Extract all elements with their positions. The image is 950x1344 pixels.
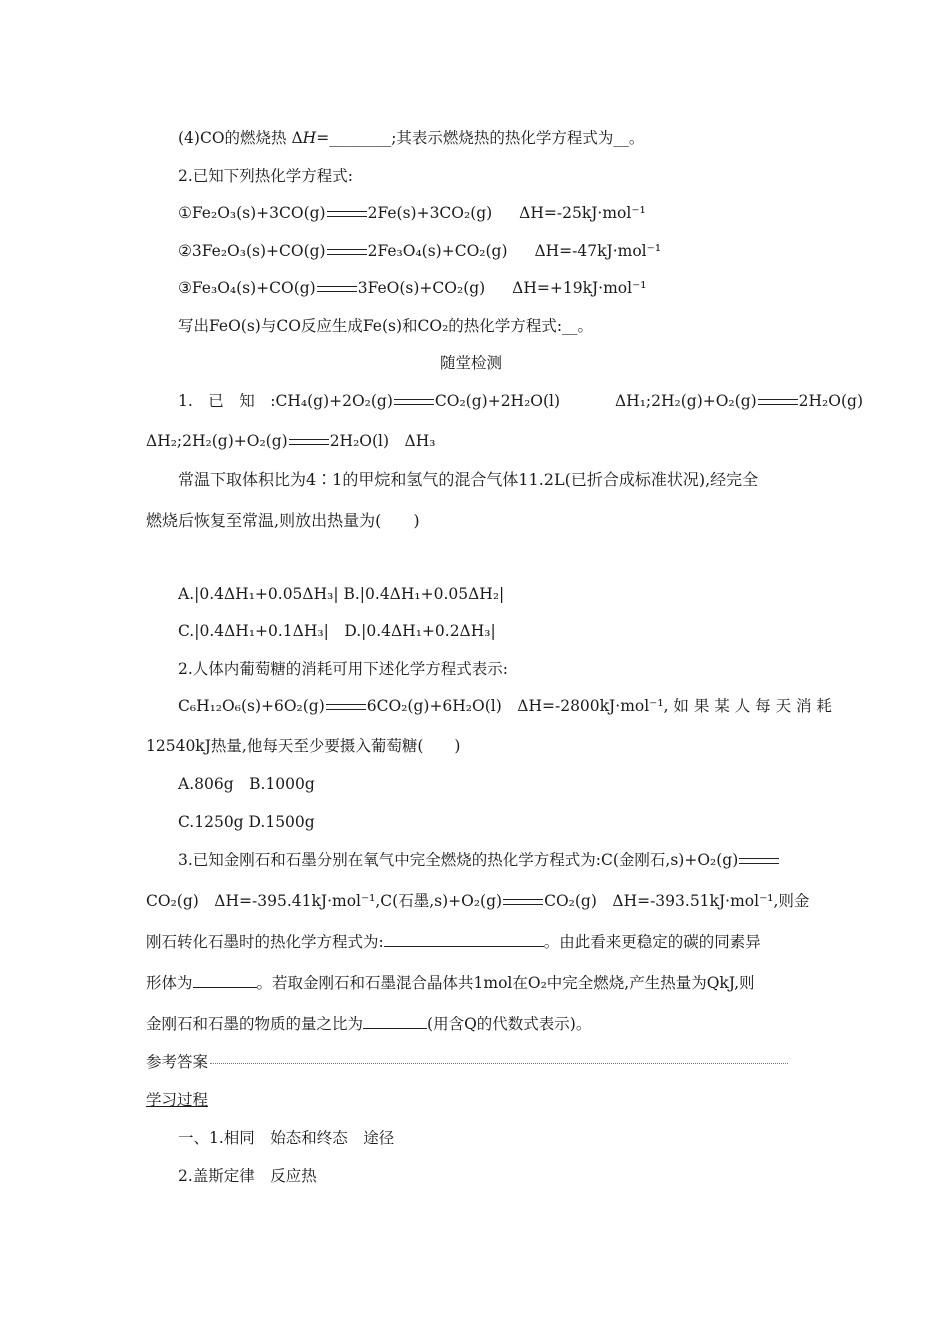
t1-stem2: 燃烧后恢复至常温,则放出热量为( ) xyxy=(146,511,420,530)
t2-line2: 12540kJ热量,他每天至少要摄入葡萄糖( ) xyxy=(146,737,461,755)
t3-l3b: 。由此看来更稳定的碳的同素异 xyxy=(543,933,761,951)
q4-suffix: ;其表示燃烧热的热化学方程式为 xyxy=(391,129,614,147)
t1-opt-ab: A.|0.4ΔH₁+0.05ΔH₃| B.|0.4ΔH₁+0.05ΔH₂| xyxy=(178,585,505,603)
t3-l5b: (用含Q的代数式表示)。 xyxy=(427,1015,592,1033)
t3-blank1 xyxy=(384,932,544,947)
eq3-rhs: 3FeO(s)+CO₂(g) xyxy=(357,279,486,297)
equation-2 xyxy=(178,241,661,261)
dotted-divider xyxy=(210,1063,788,1064)
eq3-arrow xyxy=(317,286,357,292)
t3-l5a: 金刚石和石墨的物质的量之比为 xyxy=(146,1015,364,1033)
t3-l2a: CO₂(g) ΔH=-395.41kJ·mol⁻¹,C(石墨,s)+O₂(g) xyxy=(146,892,503,910)
t3-line4 xyxy=(146,973,755,993)
q4-prefix: (4)CO的燃烧热 Δ xyxy=(178,129,303,147)
section-title: 随堂检测 xyxy=(440,354,503,372)
t2-eq xyxy=(178,696,832,716)
t3-arrow1 xyxy=(739,858,779,864)
eq1-lhs: ①Fe₂O₃(s)+3CO(g) xyxy=(178,204,326,222)
t1-opt-cd: C.|0.4ΔH₁+0.1ΔH₃| D.|0.4ΔH₁+0.2ΔH₃| xyxy=(178,622,496,640)
eq3-dh: ΔH=+19kJ·mol⁻¹ xyxy=(512,279,647,297)
t1-l1b: CO₂(g)+2H₂O(l) xyxy=(434,392,561,410)
t1-l1c: ΔH₁;2H₂(g)+O₂(g) xyxy=(614,392,757,410)
q4-blank2: __ xyxy=(613,129,629,147)
eq2-rhs: 2Fe₃O₄(s)+CO₂(g) xyxy=(367,242,508,260)
t3-blank3 xyxy=(363,1014,427,1029)
answers-title: 参考答案 xyxy=(146,1053,209,1071)
t3-blank2 xyxy=(193,973,257,988)
t1-stem1: 常温下取体积比为4∶1的甲烷和氢气的混合气体11.2L(已折合成标准状况),经完全 xyxy=(178,470,759,489)
t2-opt-cd: C.1250g D.1500g xyxy=(178,813,315,831)
t1-l1a: 1. 已 知 :CH₄(g)+2O₂(g) xyxy=(178,392,393,410)
t3-l2b: CO₂(g) ΔH=-393.51kJ·mol⁻¹,则金 xyxy=(544,892,810,910)
answer-2: 2.盖斯定律 反应热 xyxy=(178,1167,317,1185)
eq3-lhs: ③Fe₃O₄(s)+CO(g) xyxy=(178,279,316,297)
eq2-lhs: ②3Fe₂O₃(s)+CO(g) xyxy=(178,242,326,260)
t1-l1d: 2H₂O(g) xyxy=(798,392,863,410)
t2-rhs: 6CO₂(g)+6H₂O(l) ΔH=-2800kJ·mol⁻¹, 如 果 某 人 每 天 消 耗 xyxy=(366,697,832,715)
t2-opt-ab: A.806g B.1000g xyxy=(178,775,315,793)
eq2-dh: ΔH=-47kJ·mol⁻¹ xyxy=(534,242,662,260)
study-title: 学习过程 xyxy=(146,1091,209,1109)
t3-line5 xyxy=(146,1014,591,1034)
t3-l1: 3.已知金刚石和石墨分别在氧气中完全燃烧的热化学方程式为:C(金刚石,s)+O₂(g) xyxy=(178,851,739,869)
eq1-rhs: 2Fe(s)+3CO₂(g) xyxy=(367,204,493,222)
q2-intro: 2.已知下列热化学方程式: xyxy=(178,167,354,185)
t1-l2a: ΔH₂;2H₂(g)+O₂(g) xyxy=(146,432,288,450)
t3-l4b: 。若取金刚石和石墨混合晶体共1mol在O₂中完全燃烧,产生热量为QkJ,则 xyxy=(256,974,755,992)
t2-arrow xyxy=(326,704,366,710)
t3-l4a: 形体为 xyxy=(146,974,193,992)
equation-3 xyxy=(178,278,646,298)
t1-arrow1 xyxy=(394,399,434,405)
t3-line2 xyxy=(146,891,809,911)
t2-lhs: C₆H₁₂O₆(s)+6O₂(g) xyxy=(178,697,325,715)
q4-line xyxy=(178,128,644,148)
t3-line3 xyxy=(146,932,761,952)
t1-line1 xyxy=(178,391,863,411)
q4-blank: ________ xyxy=(329,129,392,147)
t3-l3a: 刚石转化石墨时的热化学方程式为: xyxy=(146,933,384,951)
eq1-dh: ΔH=-25kJ·mol⁻¹ xyxy=(519,204,646,222)
answer-1: 一、1.相同 始态和终态 途径 xyxy=(178,1129,395,1147)
t1-arrow2 xyxy=(758,399,798,405)
t3-line1 xyxy=(178,850,780,870)
q4-end: 。 xyxy=(628,129,645,147)
t2-intro: 2.人体内葡萄糖的消耗可用下述化学方程式表示: xyxy=(178,660,509,678)
eq2-arrow xyxy=(327,249,367,255)
t3-arrow2 xyxy=(503,899,543,905)
eq1-arrow xyxy=(327,211,367,217)
q2-ask: 写出FeO(s)与CO反应生成Fe(s)和CO₂的热化学方程式:__。 xyxy=(178,317,594,335)
q4-eq: = xyxy=(316,129,330,147)
t1-arrow3 xyxy=(289,439,329,445)
equation-1 xyxy=(178,203,646,223)
t1-l2b: 2H₂O(l) ΔH₃ xyxy=(329,432,436,450)
t1-line2 xyxy=(146,431,435,451)
q4-h: H xyxy=(302,129,317,147)
